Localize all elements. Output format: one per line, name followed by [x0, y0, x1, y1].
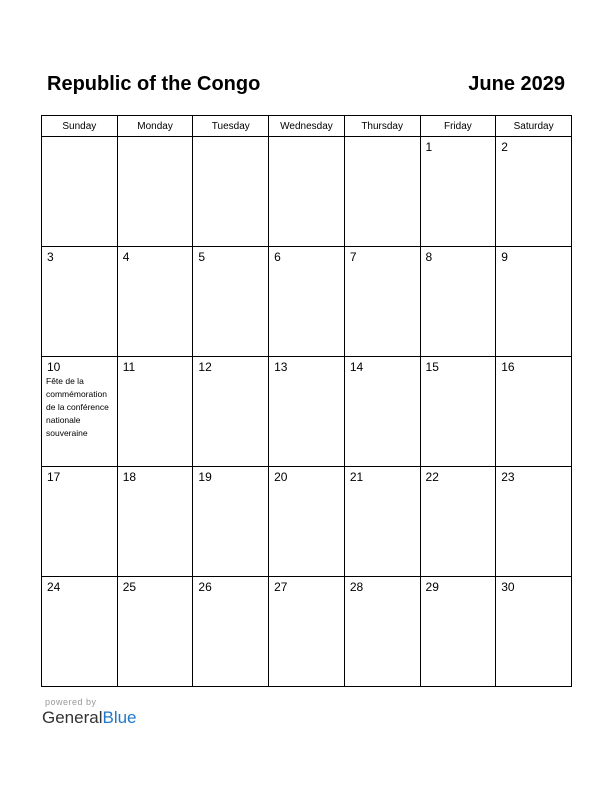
day-cell: [344, 247, 420, 357]
day-cell: [42, 467, 118, 577]
empty-day-cell: [42, 137, 118, 247]
day-number: 1: [425, 140, 433, 154]
weekday-header: Friday: [420, 116, 496, 137]
day-cell: [117, 467, 193, 577]
day-number: 26: [198, 580, 212, 594]
day-cell: [193, 247, 269, 357]
weekday-header-row: [42, 116, 572, 137]
weekday-header: Sunday: [42, 116, 118, 137]
day-number: 22: [425, 470, 439, 484]
day-number: 19: [198, 470, 212, 484]
day-cell: [344, 467, 420, 577]
day-cell: [269, 357, 345, 467]
day-cell: [117, 247, 193, 357]
week-row: [42, 577, 572, 687]
day-cell: [269, 577, 345, 687]
day-cell: [42, 247, 118, 357]
brand-logo: [42, 707, 137, 729]
day-number: 15: [425, 360, 439, 374]
week-row: [42, 467, 572, 577]
empty-day-cell: [344, 137, 420, 247]
day-number: 16: [501, 360, 515, 374]
day-cell: [269, 247, 345, 357]
day-cell: [420, 247, 496, 357]
day-number: 13: [274, 360, 288, 374]
day-number: 6: [274, 250, 281, 264]
day-number: 14: [349, 360, 364, 374]
day-number: 18: [122, 470, 137, 484]
weekday-header: Wednesday: [269, 116, 345, 137]
day-number: 3: [47, 250, 54, 264]
day-cell: [420, 467, 496, 577]
day-number: 12: [198, 360, 212, 374]
empty-day-cell: [193, 137, 269, 247]
week-row: [42, 357, 572, 467]
day-cell: [496, 247, 572, 357]
day-number: 10: [47, 360, 61, 374]
day-cell: [496, 467, 572, 577]
day-cell: [496, 137, 572, 247]
day-cell: [420, 577, 496, 687]
holiday-label: Fête de la commémoration de la conférence nationale souveraine: [46, 376, 109, 438]
footer-brand: [42, 697, 137, 729]
day-number: 29: [425, 580, 439, 594]
day-cell: [420, 137, 496, 247]
day-number: 27: [274, 580, 288, 594]
calendar-month-title: June 2029: [468, 73, 565, 95]
day-number: 9: [501, 250, 508, 264]
week-row: [42, 137, 572, 247]
day-number: 5: [198, 250, 206, 264]
weekday-header: Thursday: [344, 116, 420, 137]
day-number: 4: [122, 250, 130, 264]
day-number: 28: [349, 580, 364, 594]
day-number: 7: [349, 250, 357, 264]
day-cell: [344, 577, 420, 687]
calendar-grid: [41, 115, 572, 687]
day-cell: [344, 357, 420, 467]
day-number: 23: [501, 470, 515, 484]
day-cell: [117, 357, 193, 467]
brand-blue-text: Blue: [102, 708, 137, 727]
day-cell: [117, 577, 193, 687]
day-cell: [496, 357, 572, 467]
day-cell: [269, 467, 345, 577]
calendar-country-title: Republic of the Congo: [47, 73, 261, 95]
day-cell: [42, 577, 118, 687]
week-row: [42, 247, 572, 357]
day-number: 17: [47, 470, 61, 484]
weekday-header: Tuesday: [193, 116, 269, 137]
empty-day-cell: [117, 137, 193, 247]
day-cell: [193, 467, 269, 577]
weekday-header: Saturday: [496, 116, 572, 137]
day-number: 2: [501, 140, 508, 154]
empty-day-cell: [269, 137, 345, 247]
day-number: 20: [274, 470, 288, 484]
weekday-header: Monday: [117, 116, 193, 137]
brand-general-text: General: [42, 708, 103, 727]
day-cell: [193, 577, 269, 687]
day-number: 30: [501, 580, 515, 594]
day-number: 11: [122, 360, 136, 374]
day-number: 24: [47, 580, 61, 594]
day-number: 21: [349, 470, 364, 484]
day-cell: [193, 357, 269, 467]
day-cell: [496, 577, 572, 687]
day-cell: [420, 357, 496, 467]
day-number: 25: [122, 580, 137, 594]
powered-by-text: powered by: [45, 697, 97, 707]
day-cell: [42, 357, 118, 467]
day-number: 8: [425, 250, 433, 264]
